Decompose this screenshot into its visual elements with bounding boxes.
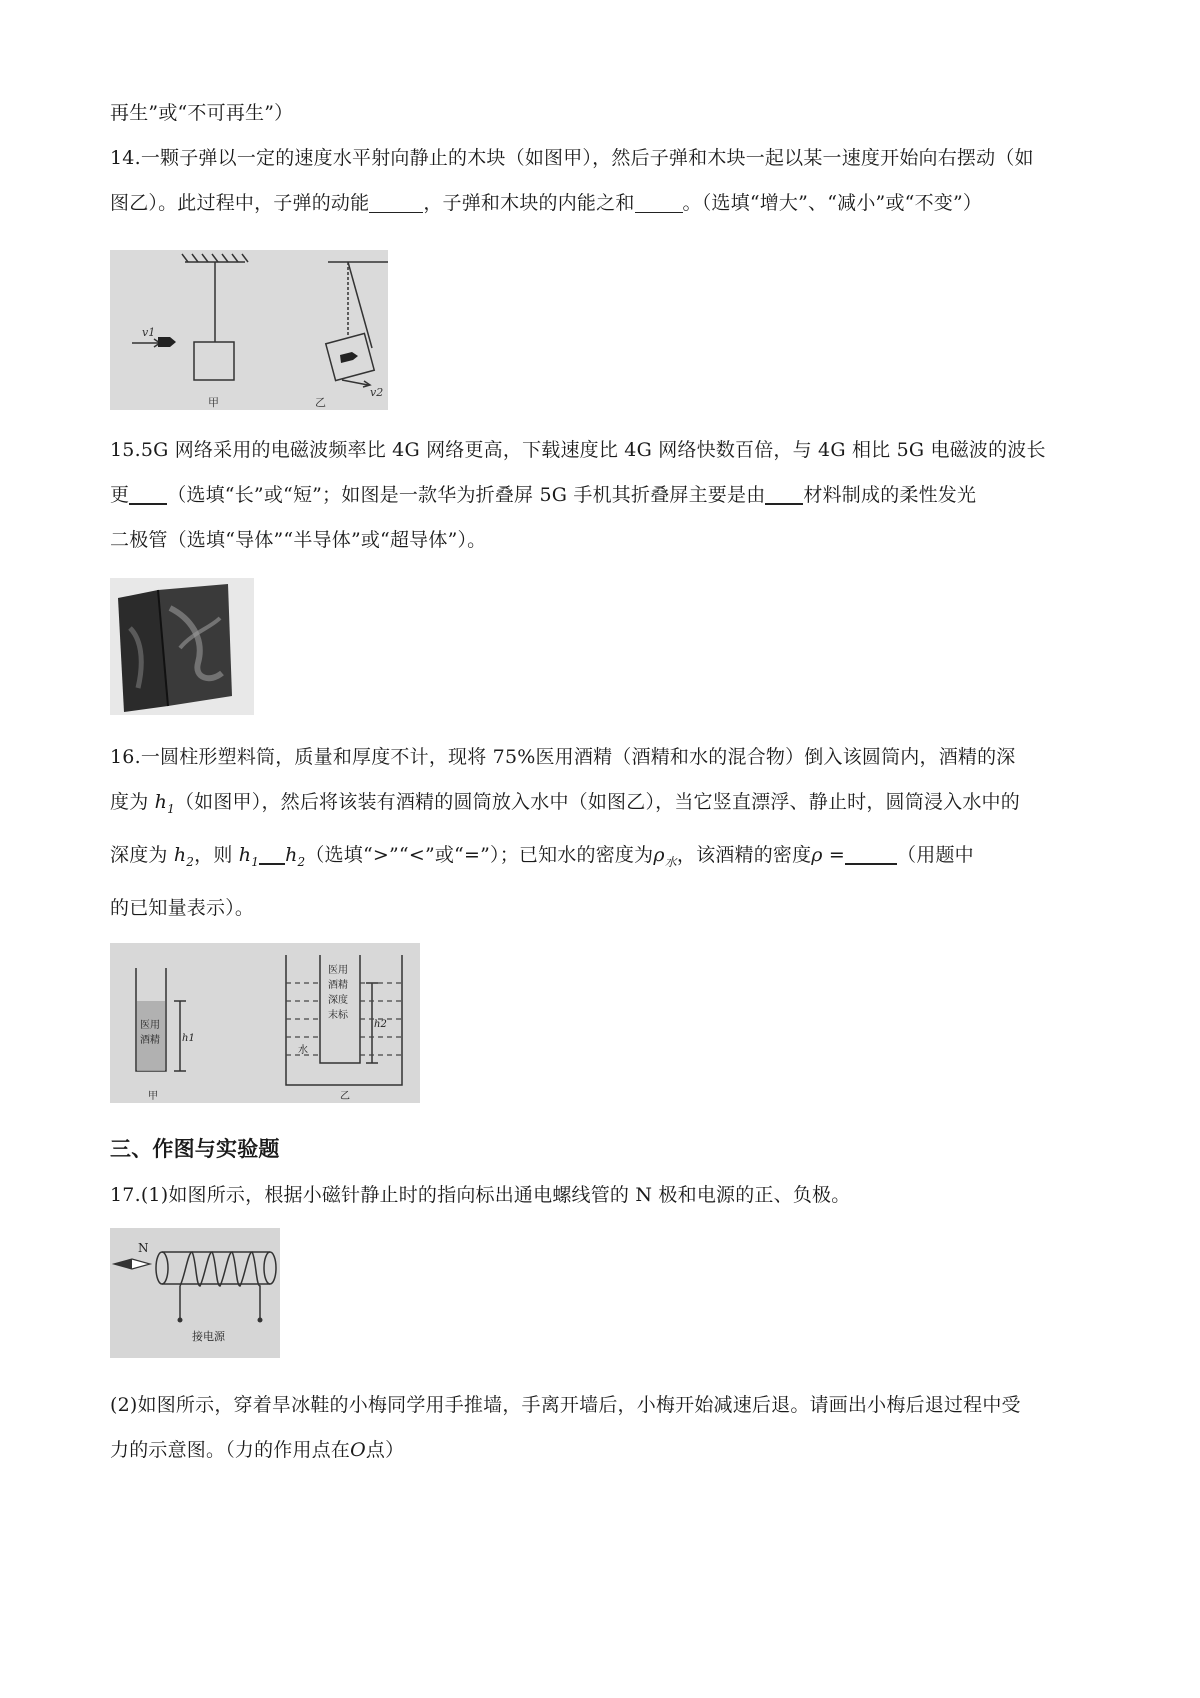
fig16-jia-label-2: 酒精	[140, 1035, 160, 1046]
fig16-yi-label-4: 末标	[328, 1010, 348, 1021]
q14-blank-internal	[635, 192, 683, 213]
q15-line-2	[110, 480, 976, 507]
q16-rho-water: $\rho_水$	[653, 844, 677, 869]
q16-text-g: （用题中	[897, 844, 974, 866]
q16-blank-compare	[259, 843, 285, 865]
q17-line-2: (2)如图所示，穿着旱冰鞋的小梅同学用手推墙，手离开墙后，小梅开始减速后退。请画出小梅后退过程中受	[110, 1394, 1021, 1416]
fig16-water-label: 水	[298, 1045, 308, 1056]
q16-line-3	[110, 840, 974, 870]
q16-text-f: ，该酒精的密度	[676, 844, 812, 866]
q17-line-3	[110, 1435, 404, 1462]
fig16-yi-label-1: 医用	[328, 965, 348, 976]
q16-text-c: 深度为	[110, 844, 168, 866]
q16-text-d: ，则	[194, 844, 233, 866]
q16-line-1: 16.一圆柱形塑料筒，质量和厚度不计，现将 75%医用酒精（酒精和水的混合物）倒入该圆筒内，酒精的深	[110, 746, 1016, 768]
q16-h2-symbol: $h_2$	[173, 844, 195, 869]
fig16-h1-label: h1	[182, 1033, 195, 1044]
q16-blank-density	[845, 843, 897, 865]
q15-line-3: 二极管（选填“导体”“半导体”或“超导体”）。	[110, 529, 487, 551]
fig16-jia-label-1: 医用	[140, 1020, 160, 1031]
q14-text-b: ，子弹和木块的内能之和	[423, 192, 635, 214]
q16-h1-compare: $h_1$	[238, 844, 260, 869]
q15-text-a: 更	[110, 484, 130, 506]
q14-text-a: 图乙）。此过程中，子弹的动能	[110, 192, 370, 214]
q14-blank-kinetic	[369, 192, 423, 213]
q17-line-1: 17.(1)如图所示，根据小磁针静止时的指向标出通电螺线管的 N 极和电源的正、负极。	[110, 1184, 851, 1206]
q17-text-a: 力的示意图。（力的作用点在	[110, 1439, 351, 1461]
q14-text-c: 。（选填“增大”、“减小”或“不变”）	[682, 192, 983, 214]
q16-equals: =	[828, 844, 846, 866]
q16-text-b: （如图甲），然后将该装有酒精的圆筒放入水中（如图乙），当它竖直漂浮、静止时，圆筒浸入水中的	[174, 791, 1020, 813]
section-heading-drawing-experiment: 三、作图与实验题	[110, 1137, 280, 1161]
q15-text-c: 材料制成的柔性发光	[803, 484, 977, 506]
figure-alcohol-cylinder	[110, 943, 420, 1103]
q17-o-symbol: O	[350, 1439, 366, 1461]
q16-h2-compare: $h_2$	[285, 844, 306, 869]
fig14-v2-label: v2	[370, 386, 384, 399]
q14-line-2	[110, 188, 982, 215]
fig16-yi-caption: 乙	[340, 1091, 350, 1102]
figure-foldable-phone	[110, 578, 254, 715]
q16-line-4: 的已知量表示）。	[110, 897, 255, 919]
q16-h1-symbol: $h_1$	[154, 791, 175, 816]
fig17-n-label: N	[138, 1241, 149, 1255]
q15-blank-wavelength	[129, 483, 167, 505]
q16-line-2	[110, 787, 1020, 816]
fig14-v1-label: v1	[142, 326, 156, 339]
q16-rho-symbol: ρ	[811, 844, 823, 866]
q16-text-e: （选填“>”“<”或“=”）；已知水的密度为	[305, 844, 654, 866]
figure-bullet-block	[110, 250, 388, 410]
q16-text-a: 度为	[110, 791, 149, 813]
fig16-jia-caption: 甲	[148, 1091, 158, 1102]
fig16-h2-label: h2	[374, 1019, 387, 1030]
q15-text-b: （选填“长”或“短”；如图是一款华为折叠屏 5G 手机其折叠屏主要是由	[167, 484, 766, 506]
figure-solenoid	[110, 1228, 280, 1358]
fig14-yi-label: 乙	[315, 396, 326, 409]
text-line-continuation: 再生”或“不可再生”）	[110, 102, 294, 124]
q15-line-1: 15.5G 网络采用的电磁波频率比 4G 网络更高，下载速度比 4G 网络快数百倍，与 4G 相比 5G 电磁波的波长	[110, 439, 1046, 461]
q15-blank-material	[765, 483, 803, 505]
fig17-power-label: 接电源	[192, 1330, 225, 1343]
q17-text-b: 点）	[365, 1439, 405, 1461]
fig16-yi-label-3: 深度	[328, 995, 348, 1006]
fig14-jia-label: 甲	[208, 396, 219, 409]
fig16-yi-label-2: 酒精	[328, 980, 348, 991]
q14-line-1: 14.一颗子弹以一定的速度水平射向静止的木块（如图甲），然后子弹和木块一起以某一速度开始向右摆动（如	[110, 147, 1034, 169]
